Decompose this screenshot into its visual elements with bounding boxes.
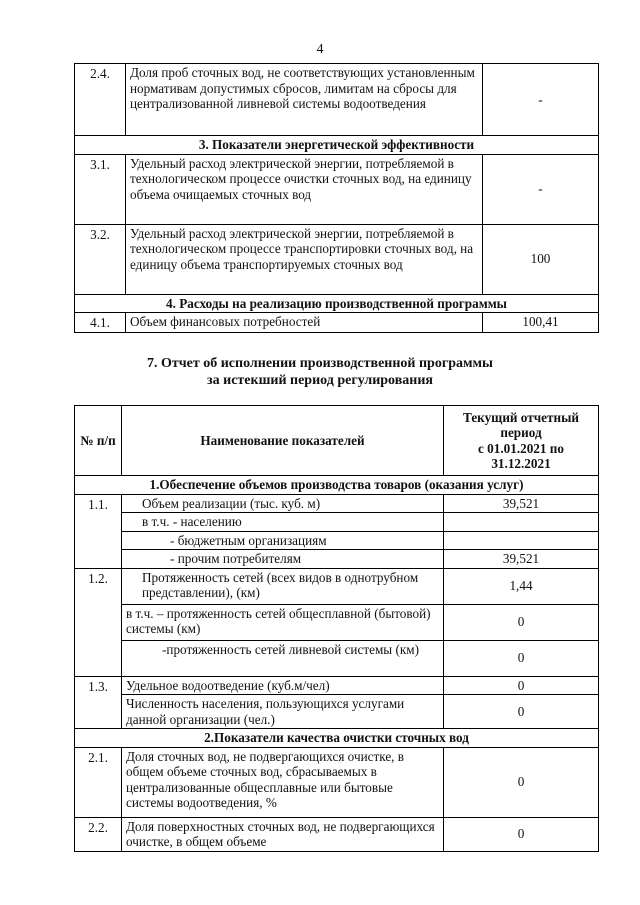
row-text: - прочим потребителям <box>122 550 444 569</box>
row-value <box>444 531 599 550</box>
table-row <box>75 531 599 550</box>
table-row <box>75 695 599 729</box>
row-number: 1.2. <box>75 568 122 676</box>
period-dates: с 01.01.2021 по 31.12.2021 <box>478 440 564 471</box>
row-value: 0 <box>444 695 599 729</box>
row-value: 100 <box>483 224 599 294</box>
table-row <box>75 550 599 569</box>
table-row <box>75 64 599 136</box>
row-value: 0 <box>444 604 599 640</box>
row-number: 3.1. <box>75 154 126 224</box>
table-row <box>75 313 599 333</box>
row-number: 1.1. <box>75 494 122 568</box>
section-title: 4. Расходы на реализацию производственной программы <box>75 294 599 313</box>
table-row <box>75 747 599 817</box>
row-number: 4.1. <box>75 313 126 333</box>
row-value: 39,521 <box>444 494 599 513</box>
table-row <box>75 154 599 224</box>
row-text: Объем реализации (тыс. куб. м) <box>122 494 444 513</box>
row-value: - <box>483 154 599 224</box>
table-header-row <box>75 406 599 476</box>
table-row <box>75 513 599 532</box>
section-heading <box>0 355 640 389</box>
section-title: 1.Обеспечение объемов производства товаров (оказания услуг) <box>75 476 599 495</box>
row-number: 2.4. <box>75 64 126 136</box>
row-value: 0 <box>444 676 599 695</box>
indicators-table-continued <box>74 63 599 333</box>
row-text: Доля поверхностных сточных вод, не подвергающихся очистке, в общем объеме <box>122 817 444 851</box>
report-table <box>74 405 599 852</box>
row-value: 1,44 <box>444 568 599 604</box>
table-row <box>75 817 599 851</box>
section-row <box>75 294 599 313</box>
row-value: - <box>483 64 599 136</box>
row-number: 1.3. <box>75 676 122 729</box>
section-row <box>75 476 599 495</box>
row-value: 0 <box>444 747 599 817</box>
section-title: 3. Показатели энергетической эффективности <box>75 136 599 155</box>
row-value: 39,521 <box>444 550 599 569</box>
row-number: 2.2. <box>75 817 122 851</box>
row-value: 0 <box>444 817 599 851</box>
table-row <box>75 494 599 513</box>
row-text: в т.ч. - населению <box>122 513 444 532</box>
table-row <box>75 676 599 695</box>
row-text: Доля проб сточных вод, не соответствующих установленным нормативам допустимых сбросов, лимитам на сбросы для централизованной ливневой системы водоотведения <box>126 64 483 136</box>
col-header-name: Наименование показателей <box>122 406 444 476</box>
row-value <box>444 513 599 532</box>
row-text: -протяженность сетей ливневой системы (км) <box>122 640 444 676</box>
page-number: 4 <box>316 42 324 57</box>
row-text: в т.ч. – протяженность сетей общесплавной (бытовой) системы (км) <box>122 604 444 640</box>
row-number: 3.2. <box>75 224 126 294</box>
row-value: 0 <box>444 640 599 676</box>
row-text: Объем финансовых потребностей <box>126 313 483 333</box>
row-value: 100,41 <box>483 313 599 333</box>
row-text: Численность населения, пользующихся услугами данной организации (чел.) <box>122 695 444 729</box>
row-text: - бюджетным организациям <box>122 531 444 550</box>
table-row <box>75 568 599 604</box>
row-text: Удельный расход электрической энергии, потребляемой в технологическом процессе транспортировки сточных вод, на единицу объема транспортируемых сточных вод <box>126 224 483 294</box>
col-header-period <box>444 406 599 476</box>
section-title: 2.Показатели качества очистки сточных вод <box>75 729 599 748</box>
heading-line-2: за истекший период регулирования <box>207 373 433 388</box>
row-text: Удельный расход электрической энергии, потребляемой в технологическом процессе очистки сточных вод, на единицу объема очищаемых сточных вод <box>126 154 483 224</box>
period-label: Текущий отчетный период <box>463 409 579 440</box>
col-header-number: № п/п <box>75 406 122 476</box>
section-row <box>75 729 599 748</box>
row-text: Удельное водоотведение (куб.м/чел) <box>122 676 444 695</box>
row-number: 2.1. <box>75 747 122 817</box>
table-row <box>75 640 599 676</box>
table-row <box>75 604 599 640</box>
heading-line-1: 7. Отчет об исполнении производственной программы <box>146 356 493 371</box>
section-row <box>75 136 599 155</box>
row-text: Протяженность сетей (всех видов в однотрубном представлении), (км) <box>122 568 444 604</box>
table-row <box>75 224 599 294</box>
row-text: Доля сточных вод, не подвергающихся очистке, в общем объеме сточных вод, сбрасываемых в централизованные общесплавные или бытовые системы водоотведения, % <box>122 747 444 817</box>
